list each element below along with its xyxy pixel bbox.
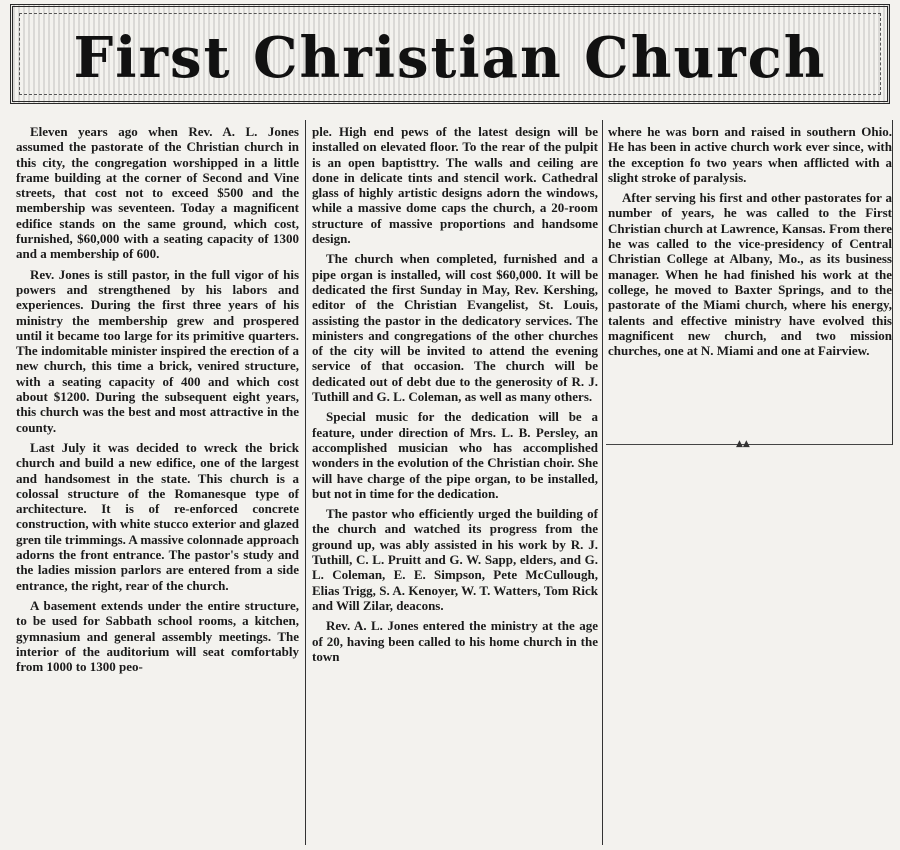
column-rule (892, 120, 893, 445)
column-rule (305, 120, 306, 845)
paragraph: Eleven years ago when Rev. A. L. Jones assumed the pastorate of the Christian church in this city, the congregation worshipped in a little frame building at the corner of Second and Vine streets, that cost not to exceed $500 and the membership was seventeen. Today a magnificent edifice stands on the same ground, which cost, furnished, $60,000 with a seating capacity of 1300 and a membership of 600. (16, 124, 299, 262)
paragraph: A basement extends under the entire structure, to be used for Sabbath school rooms, a kitchen, gymnasium and general assembly meetings. The interior of the auditorium will seat comfortably from 1000 to 1300 peo- (16, 597, 299, 675)
article-column-2 (312, 124, 598, 669)
end-mark-icon: ▲▲ (736, 439, 750, 449)
paragraph: The church when completed, furnished and a pipe organ is installed, will cost $60,000. It will be dedicated the first Sunday in May, Rev. Kershing, editor of the Christian Evangelist, St. Louis, assisting the pastor in the dedicatory services. The ministers and congregations of the other churches of the city will be invited to attend the evening service of that occasion. The church will be dedicated out of debt due to the generosity of R. J. Tuthill and G. L. Coleman, as well as many others. (312, 251, 598, 405)
paragraph: Last July it was decided to wreck the brick church and build a new edifice, one of the largest and handsomest in the state. This church is a colossal structure of the Romanesque type of architecture. It is of re-enforced concrete construction, with white stucco exterior and glazed gren tile trimmings. A massive colonnade approach adorns the front entrance. The pastor's study and the ladies mission parlors are entered from a side entrance, the right, rear of the church. (16, 439, 299, 593)
paragraph: Special music for the dedication will be a feature, under direction of Mrs. L. B. Persley, an accomplished musician who has accomplished wonders in the evolution of the Christian choir. She will have charge of the pipe organ, to be installed, but not in time for the dedication. (312, 409, 598, 501)
paragraph: After serving his first and other pastorates for a number of years, he was called to the First Christian church at Lawrence, Kansas. From there he was called to the vice-presidency of Central Christian College at Albany, Mo., as its business manager. When he had finished his work at the college, he moved to Baxter Springs, and to the pastorate of the Miami church, where his energy, talents and effective ministry have evolved this magnificent new church, and two mission churches, one at N. Miami and one at Fairview. (608, 190, 892, 359)
masthead (10, 4, 890, 104)
column-rule (602, 120, 603, 845)
article-column-3 (608, 124, 892, 363)
paragraph: where he was born and raised in southern Ohio. He has been in active church work ever since, with the exception fo two years when afflicted with a slight stroke of paralysis. (608, 124, 892, 185)
article-column-1 (16, 124, 299, 679)
headline: First Christian Church (73, 25, 827, 91)
paragraph: The pastor who efficiently urged the building of the church and watched its progress from the ground up, was ably assisted in his work by R. J. Tuthill, C. L. Pruitt and G. W. Sapp, elders, and G. L. Coleman, E. E. Simpson, Pete McCullough, Elias Trigg, S. A. Kenoyer, W. T. Watters, Tom Rick and Will Zilar, deacons. (312, 506, 598, 613)
paragraph: Rev. Jones is still pastor, in the full vigor of his powers and strengthened by his labors and experiences. During the first three years of his ministry the membership grew and prospered until it became too large for its primitive quarters. The indomitable minister inspired the erection of a new church, this time a brick, venired structure, with a seating capacity of 400 and which cost about $1200. During the subsequent eight years, this church was the best and most attractive in the county. (16, 266, 299, 435)
paragraph: ple. High end pews of the latest design will be installed on elevated floor. To the rear of the pulpit is an open baptisttry. The walls and ceiling are done in delicate tints and stencil work. Cathedral glass of highly artistic designs adorn the windows, while a massive dome caps the church, a 20-room structure of massive proportions and handsome design. (312, 124, 598, 247)
paragraph: Rev. A. L. Jones entered the ministry at the age of 20, having been called to his home church in the town (312, 618, 598, 664)
